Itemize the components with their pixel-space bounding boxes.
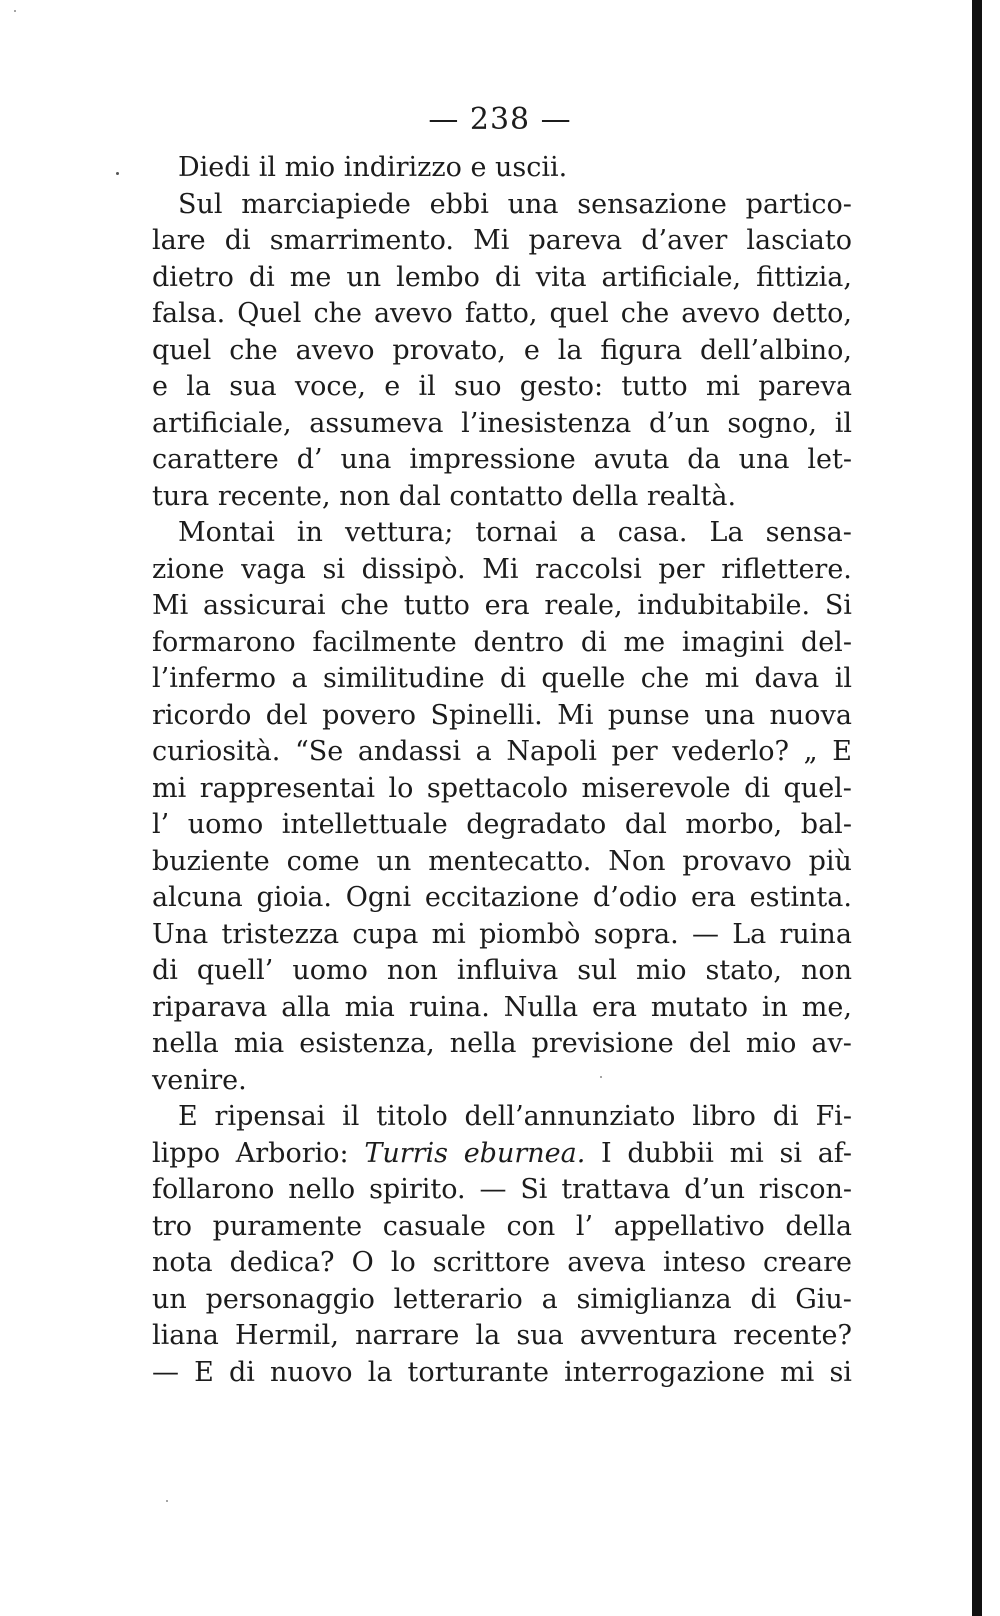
word: dentro: [473, 626, 565, 658]
word: nota: [152, 1247, 213, 1278]
word: d’un: [684, 1174, 745, 1205]
word: avuta: [593, 444, 670, 475]
text-line: [152, 1063, 852, 1100]
word: follarono: [152, 1174, 275, 1205]
word: avventura: [579, 1320, 718, 1351]
word: recente?: [733, 1320, 852, 1351]
word: d’odio: [592, 882, 678, 913]
word: mi: [704, 663, 740, 694]
word: buziente: [152, 845, 270, 877]
word: Mi: [557, 699, 594, 731]
word: mi: [780, 1356, 815, 1388]
word: narrare: [355, 1320, 460, 1351]
word: sua: [516, 1320, 564, 1351]
word: eccitazione: [424, 882, 580, 913]
line-text: venire.: [152, 1064, 247, 1096]
word: facilmente: [312, 626, 457, 658]
text-line: [152, 1318, 852, 1355]
word: liana: [152, 1320, 219, 1351]
word: sopra.: [593, 918, 679, 950]
word: uomo: [292, 955, 368, 986]
word: l’: [152, 809, 170, 840]
word: E: [178, 1101, 198, 1132]
word: —: [691, 918, 719, 950]
word: un: [376, 845, 412, 877]
text-line: [152, 515, 852, 552]
word: Mi: [473, 225, 510, 256]
text-line: [152, 734, 852, 771]
word: vaga: [241, 553, 306, 585]
page-edge-shadow: [972, 0, 982, 1616]
word: zione: [152, 553, 225, 585]
text-line: [152, 698, 852, 735]
text-line: [152, 442, 852, 479]
word: E: [832, 736, 852, 767]
word: pareva: [528, 225, 623, 256]
word: impressione: [409, 444, 576, 475]
word: quel: [152, 334, 212, 366]
text-line: [152, 625, 852, 662]
word: che: [640, 663, 690, 694]
word: era: [484, 590, 530, 621]
word: ruina.: [408, 991, 490, 1023]
word: d’aver: [641, 225, 728, 256]
word: titolo: [376, 1101, 448, 1132]
word: degradato: [466, 809, 607, 840]
word: rappresentai: [199, 772, 375, 804]
word: il: [418, 371, 436, 402]
word: una: [507, 188, 559, 220]
word: una: [738, 444, 790, 475]
word: vita: [535, 261, 587, 293]
word: tornai: [475, 517, 558, 548]
word: mi: [729, 1137, 764, 1169]
text-line: [152, 1136, 852, 1173]
word: sul: [577, 955, 618, 986]
word: dietro: [152, 261, 234, 293]
word: imagini: [681, 626, 785, 658]
text-line: [152, 333, 852, 370]
word: di: [500, 663, 526, 694]
word: quell’: [196, 955, 274, 986]
word: mia: [344, 991, 395, 1023]
word: si: [829, 1356, 852, 1388]
word: la: [475, 1320, 501, 1351]
word: —: [152, 1356, 179, 1388]
word: av-: [811, 1028, 852, 1059]
word: era: [592, 991, 637, 1023]
word: mi: [152, 772, 187, 804]
word: artificiale,: [601, 261, 742, 293]
word: cupa: [352, 918, 419, 950]
word: a: [579, 517, 596, 548]
word: dell’annunziato: [464, 1101, 676, 1132]
word: quel-: [783, 772, 852, 804]
word: mi: [705, 371, 741, 402]
page-number: — 238 —: [428, 102, 572, 137]
text-line: [152, 406, 852, 443]
word: E: [194, 1356, 214, 1388]
word: gioia.: [256, 882, 332, 913]
word: d’un: [648, 407, 710, 439]
word: mutato: [650, 991, 748, 1023]
word: carattere: [152, 444, 279, 475]
word: dava: [754, 663, 820, 694]
word: del: [688, 1028, 731, 1059]
word: sua: [229, 371, 277, 402]
word: il: [342, 1101, 360, 1132]
word: aveva: [567, 1247, 646, 1278]
word: tutto: [403, 590, 470, 621]
word: alcuna: [152, 882, 243, 913]
word: di: [152, 955, 178, 986]
word: nuovo: [270, 1356, 353, 1388]
paper-speck: [166, 1500, 168, 1502]
word: ebbi: [429, 188, 489, 220]
word: marciapiede: [241, 188, 411, 220]
word: Si: [824, 590, 852, 621]
word: riparava: [152, 991, 268, 1023]
word: avevo: [681, 298, 761, 329]
word: di: [248, 261, 275, 293]
word: casuale: [382, 1210, 486, 1242]
word: provavo: [682, 845, 792, 877]
word: che: [620, 298, 670, 329]
word: di: [750, 1283, 777, 1315]
word: Napoli: [506, 736, 597, 767]
word: un: [152, 1283, 187, 1315]
word: lippo: [152, 1137, 221, 1169]
word: di: [224, 225, 251, 256]
word: provato,: [392, 334, 506, 366]
word: partico-: [745, 188, 852, 220]
word: casa.: [617, 517, 688, 548]
word: una: [704, 699, 756, 731]
word: estinta.: [749, 882, 852, 913]
word: Nulla: [503, 991, 579, 1023]
word: della: [785, 1210, 852, 1242]
word: lare: [152, 225, 206, 256]
word: Ogni: [345, 882, 412, 913]
word: letterario: [393, 1283, 523, 1315]
word: d’: [296, 444, 323, 475]
word: scrittore: [432, 1247, 551, 1278]
word: Montai: [178, 517, 275, 548]
word: in: [761, 991, 788, 1023]
paper-speck: [14, 10, 16, 12]
word: “Se: [294, 736, 344, 767]
word: Si: [520, 1174, 548, 1205]
word: falsa.: [152, 298, 226, 329]
word: esistenza,: [299, 1028, 435, 1059]
word: spirito.: [369, 1174, 466, 1205]
word: mi: [431, 918, 466, 950]
word: simiglianza: [576, 1283, 732, 1315]
word: e: [523, 334, 540, 366]
word: avevo: [373, 298, 453, 329]
word: a: [291, 663, 308, 694]
word: Spinelli.: [430, 699, 543, 731]
word: nella: [449, 1028, 517, 1059]
text-line: [152, 1172, 852, 1209]
word: che: [229, 334, 278, 366]
word: per: [611, 736, 658, 767]
text-line: [152, 1099, 852, 1136]
word: miserevole: [581, 772, 731, 804]
word: previsione: [531, 1028, 674, 1059]
word: uomo: [187, 809, 264, 840]
word: nella: [152, 1028, 219, 1059]
word: la: [367, 1356, 393, 1388]
word: povero: [322, 699, 417, 731]
word: a: [475, 736, 492, 767]
word: Hermil,: [235, 1320, 339, 1351]
text-line: [152, 588, 852, 625]
word: Quel: [237, 298, 302, 329]
word: figura: [600, 334, 683, 366]
word: il: [834, 407, 852, 439]
word: punse: [607, 699, 690, 731]
word: tro: [152, 1210, 193, 1242]
word: vederlo?: [672, 736, 790, 767]
word: del: [265, 699, 308, 731]
word: formarono: [152, 626, 296, 658]
word: Giu-: [795, 1283, 852, 1315]
word: piombò: [479, 918, 581, 950]
word: di: [580, 626, 607, 658]
word: una: [340, 444, 392, 475]
word: assumeva: [309, 407, 444, 439]
word: mio: [745, 1028, 797, 1059]
word: sensazione: [577, 188, 727, 220]
text-line: [152, 1282, 852, 1319]
text-line: [152, 990, 852, 1027]
word: O: [351, 1247, 374, 1278]
word: di: [228, 1356, 255, 1388]
word: lo: [388, 772, 414, 804]
word: detto,: [772, 298, 852, 329]
body-text: [152, 150, 852, 1391]
word: stato,: [705, 955, 782, 986]
text-line: [152, 187, 852, 224]
word: da: [687, 444, 721, 475]
word: e: [152, 371, 168, 402]
text-line: [152, 661, 852, 698]
word: l’infermo: [152, 663, 276, 694]
word: dal: [624, 809, 667, 840]
text-line: [152, 369, 852, 406]
text-line: [152, 953, 852, 990]
line-text: Diedi il mio indirizzo e uscii.: [178, 152, 568, 183]
word: I: [601, 1137, 612, 1169]
word: e: [384, 371, 401, 402]
word: dell’albino,: [699, 334, 852, 366]
word: influiva: [456, 955, 559, 986]
text-line: [152, 1209, 852, 1246]
word: quelle: [541, 663, 626, 694]
word: curiosità.: [152, 736, 281, 767]
italic-word: eburnea.: [463, 1137, 586, 1169]
word: avevo: [295, 334, 375, 366]
word: spettacolo: [426, 772, 569, 804]
word: suo: [454, 371, 502, 402]
text-line: [152, 1355, 852, 1392]
word: interrogazione: [564, 1356, 765, 1388]
word: lasciato: [746, 225, 852, 256]
word: l’: [575, 1210, 594, 1242]
word: vettura;: [344, 517, 454, 548]
text-line: [152, 1245, 852, 1282]
word: riflettere.: [721, 553, 852, 585]
word: come: [286, 845, 360, 877]
word: morbo,: [685, 809, 783, 840]
word: reale,: [544, 590, 623, 621]
word: dubbii: [627, 1137, 714, 1169]
text-line: [152, 260, 852, 297]
italic-word: Turris: [364, 1137, 449, 1169]
word: „: [803, 736, 818, 767]
text-line: [152, 150, 852, 187]
word: il: [834, 663, 852, 694]
word: af-: [817, 1137, 852, 1169]
word: fittizia,: [756, 261, 852, 293]
word: smarrimento.: [269, 225, 454, 256]
word: mio: [636, 955, 687, 986]
word: lo: [390, 1247, 416, 1278]
word: nuova: [769, 699, 852, 731]
word: del-: [800, 626, 852, 658]
word: si: [779, 1137, 802, 1169]
word: che: [313, 298, 362, 329]
word: gesto:: [519, 371, 604, 402]
word: fatto,: [464, 298, 538, 329]
word: a: [541, 1283, 558, 1315]
word: Mi: [482, 553, 519, 585]
word: appellativo: [613, 1210, 765, 1242]
text-line: [152, 552, 852, 589]
word: artificiale,: [152, 407, 292, 439]
word: Una: [152, 918, 209, 950]
word: raccolsi: [535, 553, 642, 585]
word: trattava: [561, 1174, 671, 1205]
word: ricordo: [152, 699, 252, 731]
text-line: [152, 844, 852, 881]
word: lembo: [396, 261, 480, 293]
line-text: tura recente, non dal contatto della realtà.: [152, 480, 737, 512]
word: Mi: [152, 590, 189, 621]
word: nello: [288, 1174, 356, 1205]
text-line: [152, 807, 852, 844]
word: La: [709, 517, 744, 548]
word: Arborio:: [235, 1137, 349, 1169]
word: di: [494, 261, 521, 293]
word: l’inesistenza: [461, 407, 632, 439]
word: in: [296, 517, 323, 548]
word: mia: [233, 1028, 285, 1059]
word: di: [772, 1101, 799, 1132]
word: libro: [692, 1101, 756, 1132]
text-line: [152, 917, 852, 954]
word: non: [800, 955, 852, 986]
word: dissipò.: [361, 553, 466, 585]
word: pareva: [758, 371, 852, 402]
word: Sul: [178, 188, 223, 220]
word: andassi: [357, 736, 462, 767]
word: sogno,: [727, 407, 817, 439]
word: era: [690, 882, 736, 913]
word: la: [186, 371, 211, 402]
word: me: [623, 626, 666, 658]
word: alla: [281, 991, 331, 1023]
word: ripensai: [214, 1101, 326, 1132]
word: personaggio: [205, 1283, 375, 1315]
word: più: [808, 845, 852, 877]
word: non: [386, 955, 438, 986]
text-line: [152, 223, 852, 260]
word: tutto: [621, 371, 688, 402]
word: sensa-: [765, 517, 852, 548]
word: ruina: [779, 918, 852, 950]
word: similitudine: [323, 663, 485, 694]
word: me,: [801, 991, 852, 1023]
text-line: [152, 479, 852, 516]
word: che: [340, 590, 389, 621]
word: riscon-: [758, 1174, 852, 1205]
word: —: [479, 1174, 507, 1205]
word: torturante: [407, 1356, 550, 1388]
text-line: [152, 296, 852, 333]
word: puramente: [212, 1210, 363, 1242]
word: bal-: [800, 809, 852, 840]
margin-mark: [116, 172, 119, 175]
word: di: [744, 772, 771, 804]
word: si: [322, 553, 345, 585]
word: dedica?: [229, 1247, 335, 1278]
word: let-: [807, 444, 852, 475]
word: Non: [608, 845, 666, 877]
word: mentecatto.: [428, 845, 592, 877]
word: voce,: [294, 371, 367, 402]
text-line: [152, 880, 852, 917]
word: intellettuale: [281, 809, 448, 840]
word: indubitabile.: [637, 590, 811, 621]
word: per: [658, 553, 705, 585]
word: me: [289, 261, 332, 293]
word: la: [557, 334, 583, 366]
word: La: [732, 918, 767, 950]
word: tristezza: [221, 918, 340, 950]
text-line: [152, 1026, 852, 1063]
word: Fi-: [815, 1101, 852, 1132]
word: assicurai: [203, 590, 326, 621]
word: un: [346, 261, 382, 293]
word: con: [506, 1210, 556, 1242]
text-line: [152, 771, 852, 808]
word: inteso: [662, 1247, 746, 1278]
word: quel: [549, 298, 609, 329]
word: creare: [762, 1247, 852, 1278]
